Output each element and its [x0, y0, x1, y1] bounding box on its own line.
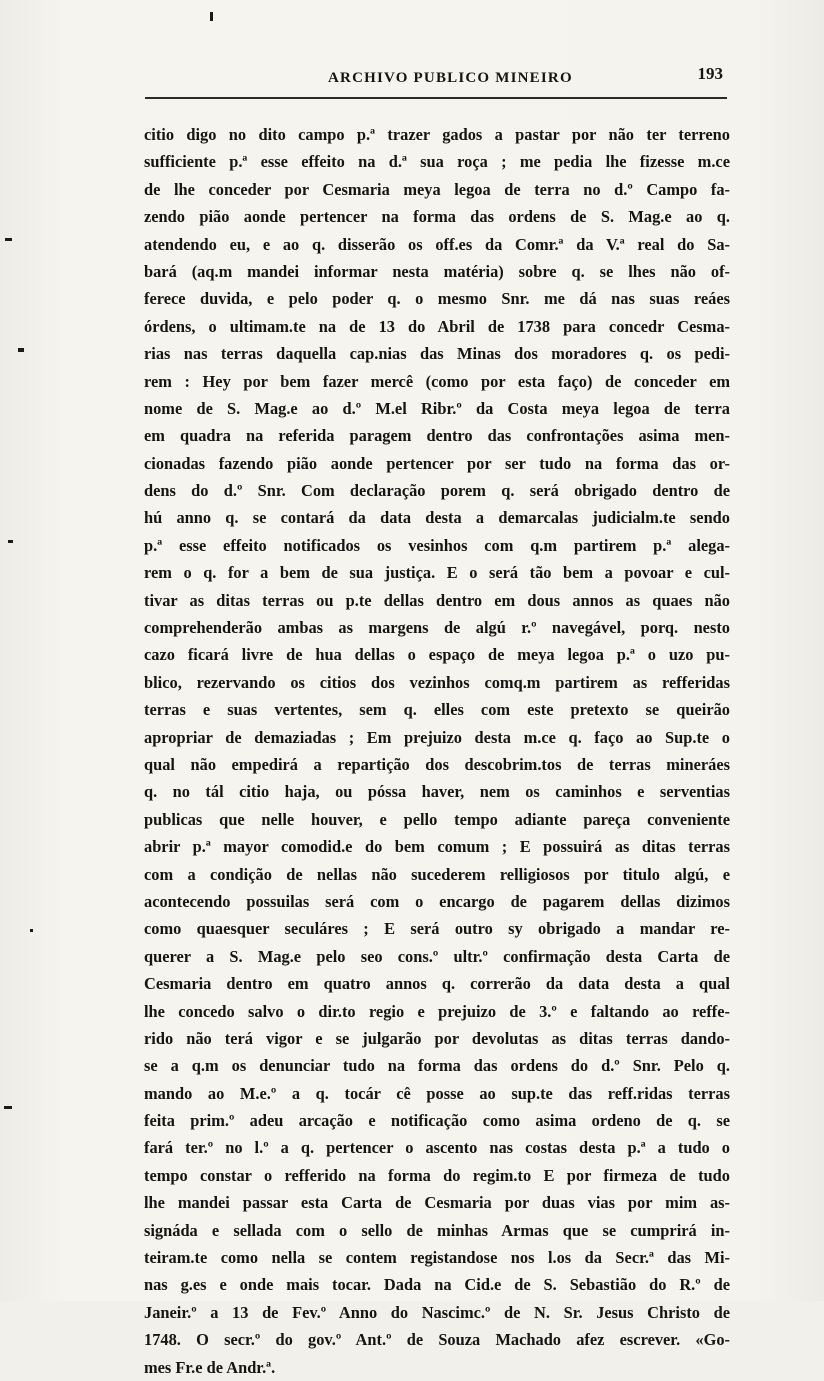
body-text	[144, 121, 730, 1381]
text-line: atendendo eu, e ao q. disserão os off.es da Comr.ª da V.ª real do Sa-	[144, 234, 730, 254]
text-line: q. no tál citio haja, ou póssa haver, nem os caminhos e serventias	[144, 782, 730, 802]
text-line: cionadas fazendo pião aonde pertencer por ser tudo na forma das or-	[144, 453, 730, 473]
text-line: em quadra na referida paragem dentro das confrontações asima men-	[144, 426, 730, 446]
text-line: lhe concedo salvo o dir.to regio e prejuizo de 3.º e faltando ao reffe-	[144, 1001, 730, 1021]
text-line: cazo ficará livre de hua dellas o espaço de meya legoa p.ª o uzo pu-	[144, 645, 730, 665]
text-line: abrir p.ª mayor comodid.e do bem comum ; E possuirá as ditas terras	[144, 837, 730, 857]
text-line: apropriar de demaziadas ; Em prejuizo desta m.ce q. faço ao Sup.te o	[144, 727, 730, 747]
text-line: mes Fr.e de Andr.ª.	[144, 1357, 276, 1377]
scan-speck	[210, 12, 213, 21]
text-line: comprehenderão ambas as margens de algú r.º navegável, porq. nesto	[144, 618, 730, 638]
text-line: tempo constar o refferido na forma do regim.to E por firmeza de tudo	[144, 1165, 730, 1185]
text-line: lhe mandei passar esta Carta de Cesmaria por duas vias por mim as-	[144, 1193, 730, 1213]
text-line: querer a S. Mag.e pelo seo cons.º ultr.º confirmação desta Carta de	[144, 946, 730, 966]
text-line: rias nas terras daquella cap.nias das Minas dos moradores q. os pedi-	[144, 344, 730, 364]
text-line: com a condição de nellas não sucederem relligiosos por titulo algú, e	[144, 864, 730, 884]
running-title: ARCHIVO PUBLICO MINEIRO	[328, 70, 573, 86]
text-line: como quaesquer seculáres ; E será outro sy obrigado a mandar re-	[144, 919, 730, 939]
text-line: órdens, o ultimam.te na de 13 do Abril de 1738 para concedr Cesma-	[144, 316, 730, 336]
text-line: acontecendo possuilas será com o encargo de pagarem dellas dizimos	[144, 891, 730, 911]
text-line: bará (aq.m mandei informar nesta matéria) sobre q. se lhes não of-	[144, 261, 730, 281]
text-line: se a q.m os denunciar tudo na forma das ordens do d.º Snr. Pelo q.	[144, 1056, 730, 1076]
text-line: dens do d.º Snr. Com declaração porem q. será obrigado dentro de	[144, 481, 730, 501]
text-line: rido não terá vigor e se julgarão por devolutas as ditas terras dando-	[144, 1028, 730, 1048]
text-line: blico, rezervando os citios dos vezinhos comq.m partirem as refferidas	[144, 672, 730, 692]
scan-speck	[4, 1106, 12, 1109]
text-line: sufficiente p.ª esse effeito na d.ª sua roça ; me pedia lhe fizesse m.ce	[144, 152, 730, 172]
text-line: mando ao M.e.º a q. tocár cê posse ao sup.te das reff.ridas terras	[144, 1083, 730, 1103]
text-line: publicas que nelle houver, e pello tempo adiante pareça conveniente	[144, 809, 730, 829]
text-line: fará ter.º no l.º a q. pertencer o ascento nas costas desta p.ª a tudo o	[144, 1138, 730, 1158]
text-line: ferece duvida, e pelo poder q. o mesmo Snr. me dá nas suas reáes	[144, 289, 730, 309]
text-line: rem : Hey por bem fazer mercê (como por esta faço) de conceder em	[144, 371, 730, 391]
scan-speck	[5, 238, 12, 241]
text-line: Janeir.º a 13 de Fev.º Anno do Nascimc.º de N. Sr. Jesus Christo de	[144, 1302, 730, 1322]
text-line: qual não empedirá a repartição dos descobrim.tos de terras mineráes	[144, 754, 730, 774]
scan-speck	[8, 540, 13, 543]
text-line: hú anno q. se contará da data desta a demarcalas judicialm.te sendo	[144, 508, 730, 528]
text-line: p.ª esse effeito notificados os vesinhos com q.m partirem p.ª alega-	[144, 535, 730, 555]
page-number: 193	[697, 64, 723, 83]
text-line: 1748. O secr.º do gov.º Ant.º de Souza Machado afez escrever. «Go-	[144, 1330, 730, 1350]
scan-speck	[30, 929, 33, 932]
page-header	[145, 62, 727, 94]
text-line: citio digo no dito campo p.ª trazer gados a pastar por não ter terreno	[144, 125, 730, 144]
text-line: terras e suas vertentes, sem q. elles com este pretexto se queirão	[144, 700, 730, 720]
text-line: tivar as ditas terras ou p.te dellas dentro em dous annos as quaes não	[144, 590, 730, 610]
text-line: zendo pião aonde pertencer na forma das ordens de S. Mag.e ao q.	[144, 207, 730, 227]
text-line: signáda e sellada com o sello de minhas Armas que se cumprirá in-	[144, 1220, 730, 1240]
text-line: feita prim.º adeu arcação e notificação como asima ordeno de q. se	[144, 1111, 730, 1131]
text-line: nas g.es e onde mais tocar. Dada na Cid.e de S. Sebastião do R.º de	[144, 1275, 730, 1295]
header-rule	[145, 97, 727, 99]
scan-speck	[18, 348, 24, 352]
text-line: Cesmaria dentro em quatro annos q. correrão da data desta a qual	[144, 974, 730, 994]
text-line: de lhe conceder por Cesmaria meya legoa de terra no d.º Campo fa-	[144, 179, 730, 199]
text-line: teiram.te como nella se contem registandose nos l.os da Secr.ª das Mi-	[144, 1248, 730, 1268]
text-line: nome de S. Mag.e ao d.º M.el Ribr.º da Costa meya legoa de terra	[144, 398, 730, 418]
text-line: rem o q. for a bem de sua justiça. E o será tão bem a povoar e cul-	[144, 563, 730, 583]
